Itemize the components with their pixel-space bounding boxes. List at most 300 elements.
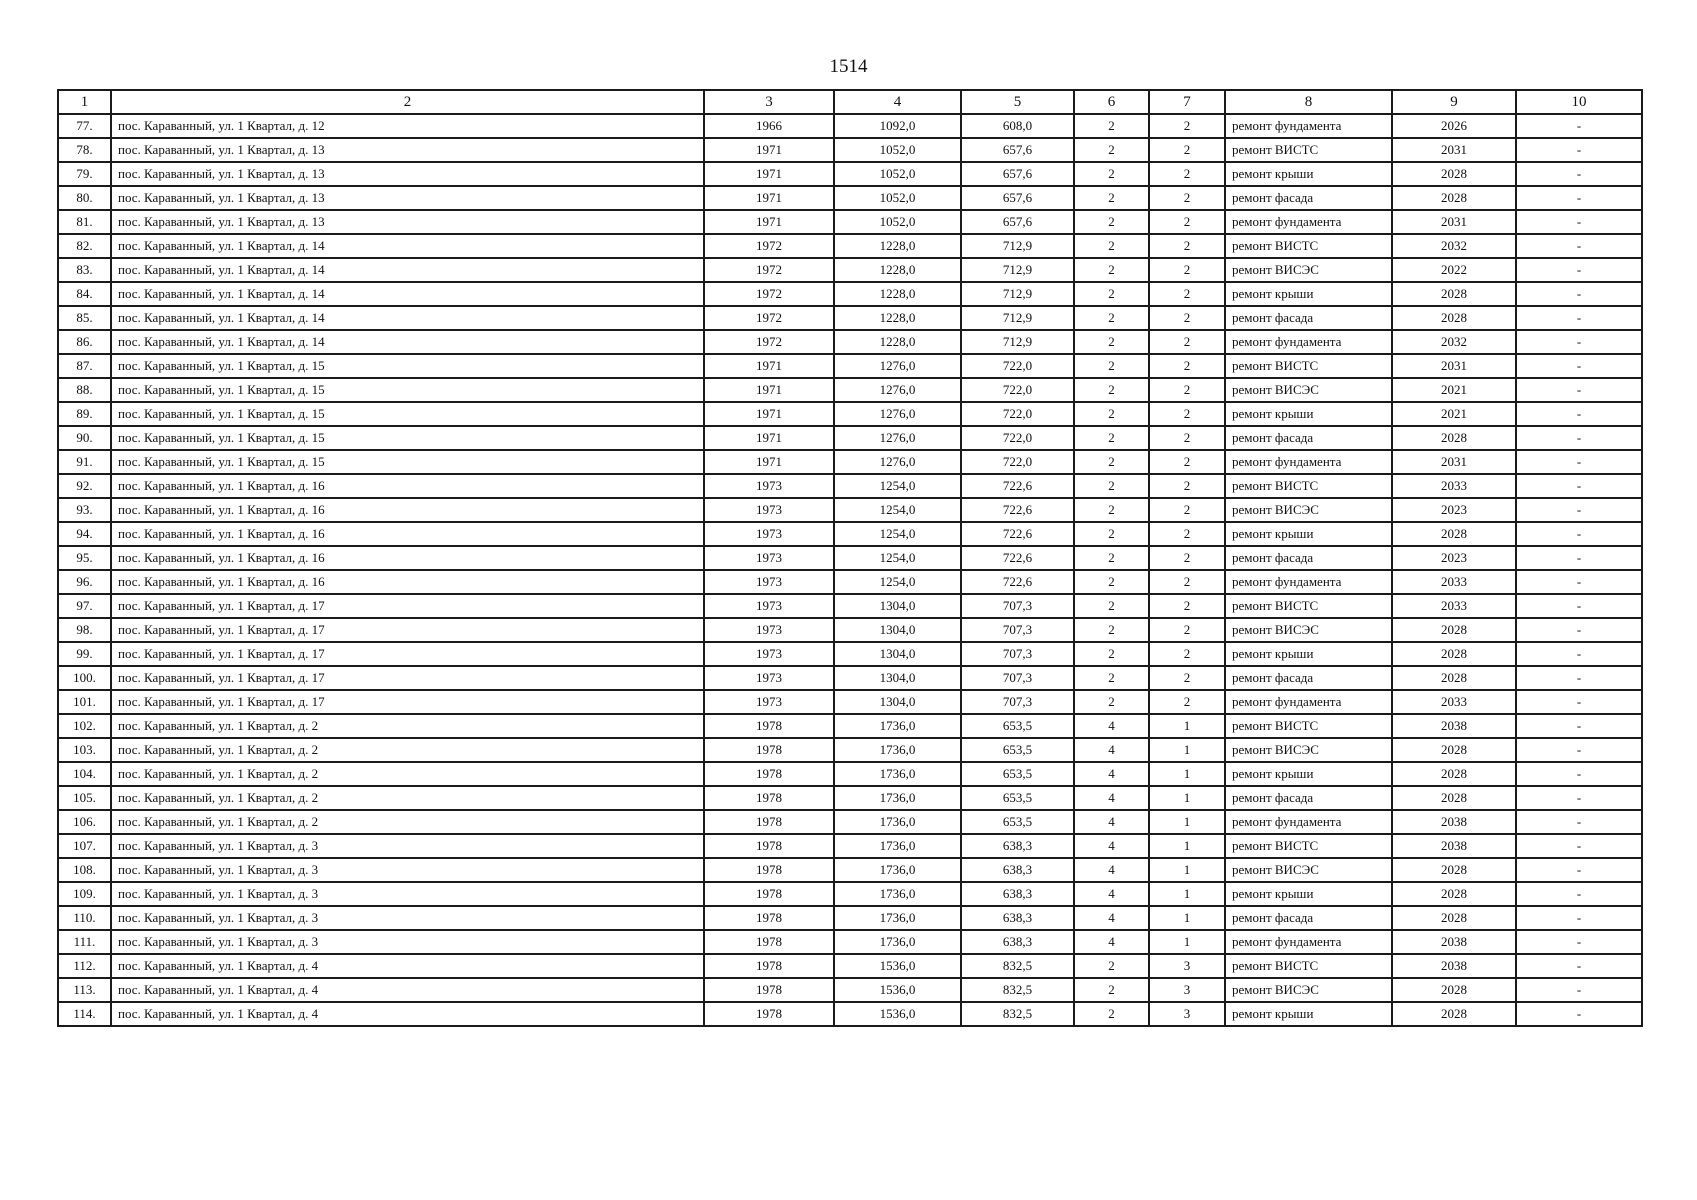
work-type-cell: ремонт крыши — [1225, 1002, 1392, 1026]
note-cell: - — [1516, 402, 1642, 426]
column-7-cell: 1 — [1149, 882, 1225, 906]
living-area-cell: 638,3 — [961, 834, 1074, 858]
address-cell: пос. Караванный, ул. 1 Квартал, д. 17 — [111, 690, 704, 714]
column-7-cell: 1 — [1149, 738, 1225, 762]
note-cell: - — [1516, 930, 1642, 954]
row-number-cell: 94. — [58, 522, 111, 546]
build-year-cell: 1972 — [704, 234, 834, 258]
living-area-cell: 722,0 — [961, 450, 1074, 474]
address-cell: пос. Караванный, ул. 1 Квартал, д. 16 — [111, 546, 704, 570]
row-number-cell: 113. — [58, 978, 111, 1002]
address-cell: пос. Караванный, ул. 1 Квартал, д. 14 — [111, 234, 704, 258]
column-header: 3 — [704, 90, 834, 114]
work-type-cell: ремонт ВИСЭС — [1225, 858, 1392, 882]
note-cell: - — [1516, 138, 1642, 162]
build-year-cell: 1971 — [704, 378, 834, 402]
column-7-cell: 3 — [1149, 978, 1225, 1002]
plan-year-cell: 2028 — [1392, 762, 1516, 786]
note-cell: - — [1516, 714, 1642, 738]
column-7-cell: 1 — [1149, 714, 1225, 738]
plan-year-cell: 2033 — [1392, 690, 1516, 714]
column-6-cell: 4 — [1074, 738, 1149, 762]
row-number-cell: 93. — [58, 498, 111, 522]
work-type-cell: ремонт фасада — [1225, 306, 1392, 330]
row-number-cell: 111. — [58, 930, 111, 954]
table-body — [58, 114, 1642, 1026]
work-type-cell: ремонт ВИСТС — [1225, 234, 1392, 258]
living-area-cell: 638,3 — [961, 906, 1074, 930]
note-cell: - — [1516, 594, 1642, 618]
column-6-cell: 2 — [1074, 570, 1149, 594]
column-7-cell: 2 — [1149, 354, 1225, 378]
plan-year-cell: 2028 — [1392, 858, 1516, 882]
column-6-cell: 2 — [1074, 690, 1149, 714]
address-cell: пос. Караванный, ул. 1 Квартал, д. 17 — [111, 666, 704, 690]
row-number-cell: 90. — [58, 426, 111, 450]
table-row — [58, 978, 1642, 1002]
column-7-cell: 2 — [1149, 474, 1225, 498]
work-type-cell: ремонт фасада — [1225, 546, 1392, 570]
address-cell: пос. Караванный, ул. 1 Квартал, д. 15 — [111, 354, 704, 378]
table-row — [58, 930, 1642, 954]
column-6-cell: 2 — [1074, 114, 1149, 138]
work-type-cell: ремонт крыши — [1225, 282, 1392, 306]
row-number-cell: 77. — [58, 114, 111, 138]
column-7-cell: 1 — [1149, 858, 1225, 882]
table-row — [58, 714, 1642, 738]
row-number-cell: 110. — [58, 906, 111, 930]
note-cell: - — [1516, 546, 1642, 570]
note-cell: - — [1516, 498, 1642, 522]
column-7-cell: 1 — [1149, 762, 1225, 786]
work-type-cell: ремонт ВИСТС — [1225, 714, 1392, 738]
work-type-cell: ремонт ВИСТС — [1225, 138, 1392, 162]
address-cell: пос. Караванный, ул. 1 Квартал, д. 12 — [111, 114, 704, 138]
address-cell: пос. Караванный, ул. 1 Квартал, д. 2 — [111, 714, 704, 738]
living-area-cell: 832,5 — [961, 978, 1074, 1002]
table-row — [58, 258, 1642, 282]
column-7-cell: 3 — [1149, 1002, 1225, 1026]
column-7-cell: 2 — [1149, 498, 1225, 522]
total-area-cell: 1052,0 — [834, 210, 961, 234]
work-type-cell: ремонт ВИСТС — [1225, 354, 1392, 378]
row-number-cell: 97. — [58, 594, 111, 618]
work-type-cell: ремонт фундамента — [1225, 450, 1392, 474]
address-cell: пос. Караванный, ул. 1 Квартал, д. 3 — [111, 882, 704, 906]
column-6-cell: 4 — [1074, 882, 1149, 906]
living-area-cell: 653,5 — [961, 762, 1074, 786]
total-area-cell: 1736,0 — [834, 714, 961, 738]
column-6-cell: 2 — [1074, 450, 1149, 474]
column-header: 4 — [834, 90, 961, 114]
address-cell: пос. Караванный, ул. 1 Квартал, д. 4 — [111, 954, 704, 978]
column-7-cell: 2 — [1149, 210, 1225, 234]
note-cell: - — [1516, 522, 1642, 546]
column-6-cell: 2 — [1074, 354, 1149, 378]
row-number-cell: 80. — [58, 186, 111, 210]
plan-year-cell: 2028 — [1392, 282, 1516, 306]
build-year-cell: 1973 — [704, 618, 834, 642]
column-7-cell: 2 — [1149, 642, 1225, 666]
page-number: 1514 — [829, 56, 868, 77]
living-area-cell: 722,6 — [961, 522, 1074, 546]
column-6-cell: 4 — [1074, 858, 1149, 882]
build-year-cell: 1978 — [704, 762, 834, 786]
header-row — [58, 90, 1642, 114]
column-6-cell: 2 — [1074, 618, 1149, 642]
living-area-cell: 722,6 — [961, 474, 1074, 498]
note-cell: - — [1516, 354, 1642, 378]
column-7-cell: 2 — [1149, 258, 1225, 282]
column-7-cell: 2 — [1149, 570, 1225, 594]
table-row — [58, 426, 1642, 450]
work-type-cell: ремонт фасада — [1225, 426, 1392, 450]
total-area-cell: 1276,0 — [834, 378, 961, 402]
address-cell: пос. Караванный, ул. 1 Квартал, д. 14 — [111, 306, 704, 330]
row-number-cell: 85. — [58, 306, 111, 330]
row-number-cell: 109. — [58, 882, 111, 906]
address-cell: пос. Караванный, ул. 1 Квартал, д. 13 — [111, 138, 704, 162]
address-cell: пос. Караванный, ул. 1 Квартал, д. 16 — [111, 570, 704, 594]
row-number-cell: 99. — [58, 642, 111, 666]
column-7-cell: 2 — [1149, 666, 1225, 690]
note-cell: - — [1516, 186, 1642, 210]
address-cell: пос. Караванный, ул. 1 Квартал, д. 2 — [111, 762, 704, 786]
table-row — [58, 786, 1642, 810]
table-row — [58, 762, 1642, 786]
plan-year-cell: 2021 — [1392, 402, 1516, 426]
column-6-cell: 4 — [1074, 906, 1149, 930]
living-area-cell: 653,5 — [961, 714, 1074, 738]
build-year-cell: 1978 — [704, 738, 834, 762]
work-type-cell: ремонт фундамента — [1225, 114, 1392, 138]
column-7-cell: 2 — [1149, 234, 1225, 258]
column-6-cell: 4 — [1074, 762, 1149, 786]
table-row — [58, 690, 1642, 714]
work-type-cell: ремонт ВИСТС — [1225, 954, 1392, 978]
column-7-cell: 1 — [1149, 930, 1225, 954]
column-6-cell: 2 — [1074, 258, 1149, 282]
table-row — [58, 546, 1642, 570]
plan-year-cell: 2022 — [1392, 258, 1516, 282]
column-7-cell: 1 — [1149, 786, 1225, 810]
plan-year-cell: 2028 — [1392, 882, 1516, 906]
column-6-cell: 2 — [1074, 546, 1149, 570]
living-area-cell: 712,9 — [961, 330, 1074, 354]
work-type-cell: ремонт крыши — [1225, 882, 1392, 906]
address-cell: пос. Караванный, ул. 1 Квартал, д. 2 — [111, 786, 704, 810]
work-type-cell: ремонт ВИСЭС — [1225, 378, 1392, 402]
plan-year-cell: 2038 — [1392, 954, 1516, 978]
row-number-cell: 81. — [58, 210, 111, 234]
column-6-cell: 2 — [1074, 474, 1149, 498]
work-type-cell: ремонт ВИСТС — [1225, 474, 1392, 498]
build-year-cell: 1978 — [704, 954, 834, 978]
column-7-cell: 1 — [1149, 810, 1225, 834]
note-cell: - — [1516, 810, 1642, 834]
work-type-cell: ремонт ВИСТС — [1225, 594, 1392, 618]
column-6-cell: 4 — [1074, 810, 1149, 834]
work-type-cell: ремонт крыши — [1225, 522, 1392, 546]
column-header: 8 — [1225, 90, 1392, 114]
table-row — [58, 882, 1642, 906]
note-cell: - — [1516, 210, 1642, 234]
table-row — [58, 834, 1642, 858]
table-row — [58, 138, 1642, 162]
note-cell: - — [1516, 762, 1642, 786]
total-area-cell: 1254,0 — [834, 474, 961, 498]
plan-year-cell: 2028 — [1392, 162, 1516, 186]
table-row — [58, 450, 1642, 474]
table-row — [58, 498, 1642, 522]
column-6-cell: 4 — [1074, 930, 1149, 954]
address-cell: пос. Караванный, ул. 1 Квартал, д. 3 — [111, 858, 704, 882]
total-area-cell: 1254,0 — [834, 570, 961, 594]
column-6-cell: 2 — [1074, 330, 1149, 354]
column-6-cell: 2 — [1074, 234, 1149, 258]
total-area-cell: 1304,0 — [834, 690, 961, 714]
build-year-cell: 1978 — [704, 882, 834, 906]
living-area-cell: 722,0 — [961, 378, 1074, 402]
row-number-cell: 91. — [58, 450, 111, 474]
column-header: 10 — [1516, 90, 1642, 114]
total-area-cell: 1536,0 — [834, 978, 961, 1002]
column-6-cell: 2 — [1074, 954, 1149, 978]
table-row — [58, 354, 1642, 378]
build-year-cell: 1973 — [704, 522, 834, 546]
build-year-cell: 1971 — [704, 138, 834, 162]
column-6-cell: 4 — [1074, 834, 1149, 858]
row-number-cell: 92. — [58, 474, 111, 498]
total-area-cell: 1228,0 — [834, 282, 961, 306]
plan-year-cell: 2026 — [1392, 114, 1516, 138]
work-type-cell: ремонт фундамента — [1225, 810, 1392, 834]
column-header: 7 — [1149, 90, 1225, 114]
note-cell: - — [1516, 162, 1642, 186]
table-row — [58, 1002, 1642, 1026]
living-area-cell: 638,3 — [961, 858, 1074, 882]
address-cell: пос. Караванный, ул. 1 Квартал, д. 15 — [111, 378, 704, 402]
living-area-cell: 712,9 — [961, 258, 1074, 282]
build-year-cell: 1971 — [704, 162, 834, 186]
row-number-cell: 104. — [58, 762, 111, 786]
build-year-cell: 1973 — [704, 498, 834, 522]
address-cell: пос. Караванный, ул. 1 Квартал, д. 3 — [111, 930, 704, 954]
build-year-cell: 1978 — [704, 906, 834, 930]
column-7-cell: 2 — [1149, 114, 1225, 138]
total-area-cell: 1228,0 — [834, 306, 961, 330]
plan-year-cell: 2028 — [1392, 906, 1516, 930]
build-year-cell: 1978 — [704, 714, 834, 738]
column-6-cell: 2 — [1074, 162, 1149, 186]
total-area-cell: 1052,0 — [834, 162, 961, 186]
column-header: 9 — [1392, 90, 1516, 114]
total-area-cell: 1092,0 — [834, 114, 961, 138]
address-cell: пос. Караванный, ул. 1 Квартал, д. 15 — [111, 450, 704, 474]
column-6-cell: 2 — [1074, 138, 1149, 162]
plan-year-cell: 2023 — [1392, 546, 1516, 570]
total-area-cell: 1736,0 — [834, 762, 961, 786]
build-year-cell: 1973 — [704, 474, 834, 498]
column-7-cell: 2 — [1149, 378, 1225, 402]
table-row — [58, 210, 1642, 234]
row-number-cell: 108. — [58, 858, 111, 882]
living-area-cell: 653,5 — [961, 810, 1074, 834]
total-area-cell: 1276,0 — [834, 402, 961, 426]
row-number-cell: 95. — [58, 546, 111, 570]
living-area-cell: 657,6 — [961, 210, 1074, 234]
row-number-cell: 84. — [58, 282, 111, 306]
build-year-cell: 1973 — [704, 690, 834, 714]
table-row — [58, 858, 1642, 882]
plan-year-cell: 2028 — [1392, 666, 1516, 690]
note-cell: - — [1516, 258, 1642, 282]
build-year-cell: 1972 — [704, 306, 834, 330]
column-6-cell: 2 — [1074, 306, 1149, 330]
note-cell: - — [1516, 330, 1642, 354]
table-row — [58, 186, 1642, 210]
note-cell: - — [1516, 618, 1642, 642]
total-area-cell: 1052,0 — [834, 138, 961, 162]
table-row — [58, 738, 1642, 762]
plan-year-cell: 2033 — [1392, 474, 1516, 498]
column-7-cell: 2 — [1149, 306, 1225, 330]
total-area-cell: 1228,0 — [834, 258, 961, 282]
row-number-cell: 112. — [58, 954, 111, 978]
column-7-cell: 2 — [1149, 330, 1225, 354]
note-cell: - — [1516, 378, 1642, 402]
plan-year-cell: 2038 — [1392, 714, 1516, 738]
work-type-cell: ремонт крыши — [1225, 642, 1392, 666]
note-cell: - — [1516, 114, 1642, 138]
total-area-cell: 1276,0 — [834, 354, 961, 378]
living-area-cell: 722,0 — [961, 426, 1074, 450]
column-header: 5 — [961, 90, 1074, 114]
column-header: 2 — [111, 90, 704, 114]
note-cell: - — [1516, 882, 1642, 906]
column-6-cell: 2 — [1074, 642, 1149, 666]
note-cell: - — [1516, 1002, 1642, 1026]
plan-year-cell: 2031 — [1392, 210, 1516, 234]
build-year-cell: 1971 — [704, 450, 834, 474]
note-cell: - — [1516, 474, 1642, 498]
living-area-cell: 722,0 — [961, 402, 1074, 426]
build-year-cell: 1978 — [704, 810, 834, 834]
address-cell: пос. Караванный, ул. 1 Квартал, д. 3 — [111, 834, 704, 858]
column-7-cell: 2 — [1149, 162, 1225, 186]
plan-year-cell: 2031 — [1392, 354, 1516, 378]
row-number-cell: 86. — [58, 330, 111, 354]
column-7-cell: 2 — [1149, 690, 1225, 714]
column-7-cell: 2 — [1149, 426, 1225, 450]
row-number-cell: 79. — [58, 162, 111, 186]
table-row — [58, 306, 1642, 330]
living-area-cell: 608,0 — [961, 114, 1074, 138]
living-area-cell: 722,6 — [961, 546, 1074, 570]
work-type-cell: ремонт фасада — [1225, 786, 1392, 810]
table-row — [58, 402, 1642, 426]
work-type-cell: ремонт фасада — [1225, 906, 1392, 930]
work-type-cell: ремонт фундамента — [1225, 570, 1392, 594]
address-cell: пос. Караванный, ул. 1 Квартал, д. 17 — [111, 618, 704, 642]
table-row — [58, 378, 1642, 402]
note-cell: - — [1516, 954, 1642, 978]
table-row — [58, 474, 1642, 498]
plan-year-cell: 2023 — [1392, 498, 1516, 522]
address-cell: пос. Караванный, ул. 1 Квартал, д. 16 — [111, 474, 704, 498]
total-area-cell: 1254,0 — [834, 546, 961, 570]
column-7-cell: 3 — [1149, 954, 1225, 978]
plan-year-cell: 2032 — [1392, 234, 1516, 258]
total-area-cell: 1736,0 — [834, 786, 961, 810]
note-cell: - — [1516, 786, 1642, 810]
column-6-cell: 2 — [1074, 1002, 1149, 1026]
work-type-cell: ремонт крыши — [1225, 402, 1392, 426]
build-year-cell: 1973 — [704, 666, 834, 690]
living-area-cell: 832,5 — [961, 1002, 1074, 1026]
plan-year-cell: 2031 — [1392, 450, 1516, 474]
row-number-cell: 88. — [58, 378, 111, 402]
plan-year-cell: 2028 — [1392, 1002, 1516, 1026]
address-cell: пос. Караванный, ул. 1 Квартал, д. 16 — [111, 522, 704, 546]
plan-year-cell: 2028 — [1392, 522, 1516, 546]
column-7-cell: 2 — [1149, 186, 1225, 210]
work-type-cell: ремонт ВИСЭС — [1225, 738, 1392, 762]
table-row — [58, 618, 1642, 642]
work-type-cell: ремонт фундамента — [1225, 330, 1392, 354]
column-7-cell: 2 — [1149, 402, 1225, 426]
note-cell: - — [1516, 570, 1642, 594]
living-area-cell: 707,3 — [961, 642, 1074, 666]
note-cell: - — [1516, 426, 1642, 450]
column-6-cell: 2 — [1074, 522, 1149, 546]
row-number-cell: 105. — [58, 786, 111, 810]
total-area-cell: 1736,0 — [834, 738, 961, 762]
column-header: 6 — [1074, 90, 1149, 114]
table-row — [58, 282, 1642, 306]
plan-year-cell: 2038 — [1392, 930, 1516, 954]
plan-year-cell: 2038 — [1392, 810, 1516, 834]
build-year-cell: 1973 — [704, 594, 834, 618]
table-row — [58, 906, 1642, 930]
row-number-cell: 98. — [58, 618, 111, 642]
living-area-cell: 712,9 — [961, 282, 1074, 306]
note-cell: - — [1516, 282, 1642, 306]
note-cell: - — [1516, 906, 1642, 930]
column-7-cell: 2 — [1149, 522, 1225, 546]
plan-year-cell: 2033 — [1392, 570, 1516, 594]
address-cell: пос. Караванный, ул. 1 Квартал, д. 2 — [111, 810, 704, 834]
total-area-cell: 1736,0 — [834, 906, 961, 930]
address-cell: пос. Караванный, ул. 1 Квартал, д. 17 — [111, 594, 704, 618]
plan-year-cell: 2038 — [1392, 834, 1516, 858]
note-cell: - — [1516, 450, 1642, 474]
total-area-cell: 1276,0 — [834, 426, 961, 450]
total-area-cell: 1736,0 — [834, 834, 961, 858]
column-7-cell: 2 — [1149, 450, 1225, 474]
column-6-cell: 2 — [1074, 378, 1149, 402]
address-cell: пос. Караванный, ул. 1 Квартал, д. 4 — [111, 978, 704, 1002]
address-cell: пос. Караванный, ул. 1 Квартал, д. 14 — [111, 258, 704, 282]
living-area-cell: 832,5 — [961, 954, 1074, 978]
total-area-cell: 1276,0 — [834, 450, 961, 474]
column-7-cell: 1 — [1149, 906, 1225, 930]
address-cell: пос. Караванный, ул. 1 Квартал, д. 3 — [111, 906, 704, 930]
build-year-cell: 1971 — [704, 402, 834, 426]
column-7-cell: 1 — [1149, 834, 1225, 858]
work-type-cell: ремонт крыши — [1225, 762, 1392, 786]
row-number-cell: 87. — [58, 354, 111, 378]
